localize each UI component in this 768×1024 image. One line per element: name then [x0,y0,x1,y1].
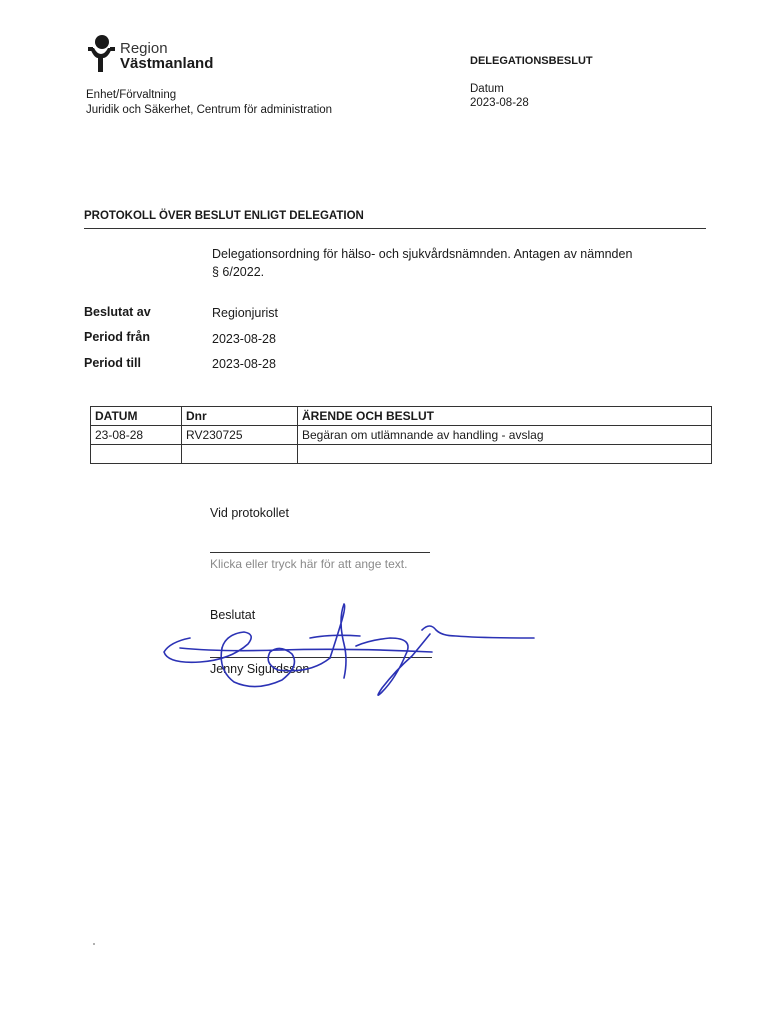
table-cell-matter: Begäran om utlämnande av handling - avslag [298,426,712,445]
period-to-value: 2023-08-28 [212,357,276,371]
handwritten-signature [160,600,540,700]
scan-speck [93,943,95,945]
period-to-label: Period till [84,356,141,370]
column-header-date: DATUM [91,407,182,426]
date-label: Datum [470,83,504,95]
table-cell-matter [298,445,712,464]
protocol-signature-line [210,552,430,553]
protocol-signature-label: Vid protokollet [210,506,289,520]
title-divider [84,228,706,229]
logo-text-region: Region [120,40,168,57]
decision-table [90,406,712,464]
logo-figure-icon [86,34,120,74]
delegation-text [212,245,682,281]
period-from-label: Period från [84,330,150,344]
table-cell-dnr: RV230725 [182,426,298,445]
table-cell-date: 23-08-28 [91,426,182,445]
table-cell-dnr [182,445,298,464]
protocol-signer-field[interactable]: Klicka eller tryck här för att ange text. [210,557,408,571]
decided-signature-label: Beslutat [210,608,256,622]
decided-signer-name: Jenny Sigurdsson [210,662,310,676]
table-row [91,445,712,464]
delegation-text-line-2: § 6/2022. [212,265,265,279]
table-header-row [91,407,712,426]
table-cell-date [91,445,182,464]
table-row [91,426,712,445]
decided-by-value: Regionjurist [212,306,279,320]
column-header-dnr: Dnr [182,407,298,426]
protocol-title: PROTOKOLL ÖVER BESLUT ENLIGT DELEGATION [84,210,364,222]
document-type: DELEGATIONSBESLUT [470,55,593,67]
date-value: 2023-08-28 [470,97,529,109]
unit-value: Juridik och Säkerhet, Centrum för administration [86,104,333,116]
unit-label: Enhet/Förvaltning [86,89,177,101]
column-header-matter: ÄRENDE OCH BESLUT [298,407,712,426]
delegation-text-line-1: Delegationsordning för hälso- och sjukvårdsnämnden. Antagen av nämnden [212,247,633,261]
decided-by-label: Beslutat av [84,305,151,319]
period-from-value: 2023-08-28 [212,332,276,346]
logo-text-county: Västmanland [120,55,214,72]
